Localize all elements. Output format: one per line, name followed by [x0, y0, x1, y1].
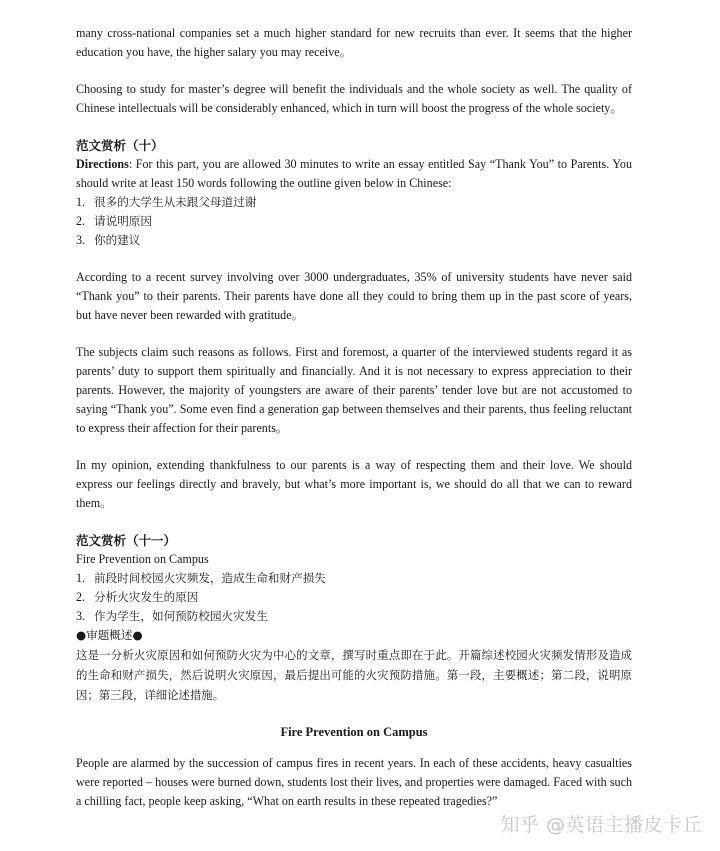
section-10-heading: 范文赏析（十） [76, 138, 164, 153]
paragraph-top-1: many cross-national companies set a much higher standard for new recruits than ever. It seems that the higher education you have, the higher salary you may receive。 [76, 26, 632, 59]
essay-paragraph: People are alarmed by the succession of campus fires in recent years. In each of these accidents, heavy casualties were reported – houses were burned down, students lost their lives, and properties were damaged. Faced with such a chilling fact, people keep asking, “What on earth results in these repeated tragedies?” [76, 756, 632, 808]
directions-text: : For this part, you are allowed 30 minutes to write an essay entitled Say “Thank You” to Parents. You should write at least 150 words following the outline given below in Chinese: [76, 157, 632, 190]
document-page [76, 24, 632, 811]
directions-label: Directions [76, 157, 129, 171]
outline-item: 3. 你的建议 [76, 233, 141, 247]
watermark: 知乎 @英语主播皮卡丘 [500, 814, 702, 836]
outline-item: 1. 很多的大学生从未跟父母道过谢 [76, 195, 257, 209]
outline-item: 3. 作为学生，如何预防校园火灾发生 [76, 609, 268, 623]
outline-item: 2. 分析火灾发生的原因 [76, 590, 199, 604]
directions-paragraph [76, 155, 632, 193]
paragraph-top-2: Choosing to study for master’s degree will benefit the individuals and the whole society as well. The quality of Chinese intellectuals will be considerably enhanced, which in turn will boost the progress of the whole society。 [76, 82, 632, 115]
essay-paragraph: The subjects claim such reasons as follows. First and foremost, a quarter of the interviewed students regard it as parents’ duty to support them spiritually and financially. And it is not necessary to express appreciation to their parents. However, the majority of youngsters are aware of their parents’ tender love but are not accustomed to saying “Thank you”. Some even find a generation gap between themselves and their parents, thus feeling reluctant to express their affection for their parents。 [76, 345, 632, 435]
outline-item: 2. 请说明原因 [76, 214, 152, 228]
outline-item: 1. 前段时间校园火灾频发，造成生命和财产损失 [76, 571, 326, 585]
section-11-subtitle: Fire Prevention on Campus [76, 552, 209, 566]
essay-title: Fire Prevention on Campus [280, 725, 428, 739]
review-label: ●审题概述● [76, 628, 143, 642]
section-11-heading: 范文赏析（十一） [76, 533, 177, 548]
review-text: 这是一分析火灾原因和如何预防火灾为中心的文章，撰写时重点即在于此。开篇综述校园火灾频发情形及造成的生命和财产损失，然后说明火灾原因，最后提出可能的火灾预防措施。第一段，主要概述；第二段，说明原因；第三段，详细论述措施。 [76, 648, 632, 702]
essay-paragraph: In my opinion, extending thankfulness to our parents is a way of respecting them and their love. We should express our feelings directly and bravely, but what’s more important is, we should do all that we can to reward them。 [76, 458, 632, 510]
essay-paragraph: According to a recent survey involving over 3000 undergraduates, 35% of university students have never said “Thank you” to their parents. Their parents have done all they could to bring them up in the past score of years, but have never been rewarded with gratitude。 [76, 270, 632, 322]
